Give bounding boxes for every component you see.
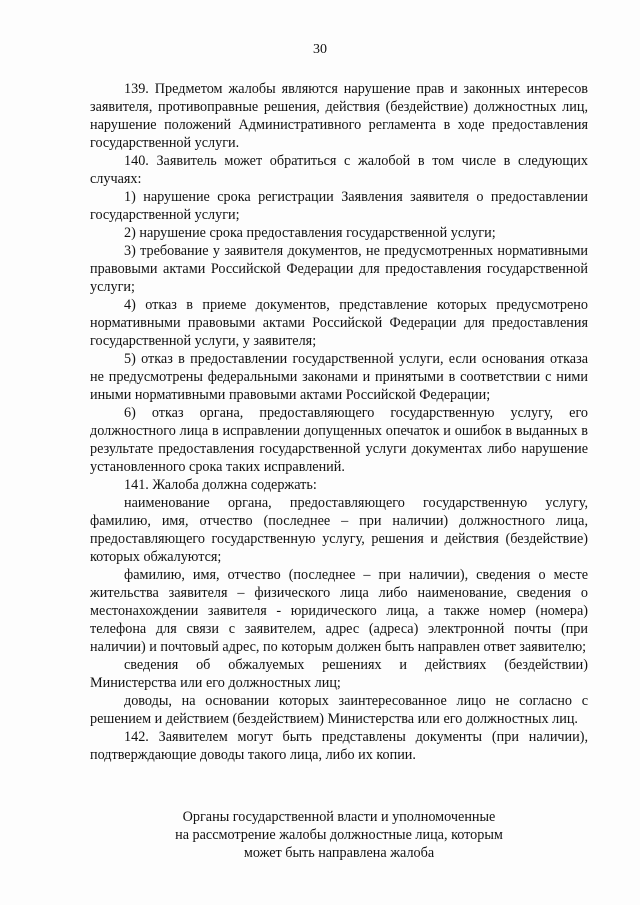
section-heading-line-2: на рассмотрение жалобы должностные лица, которым [175,827,503,843]
paragraph-141: 141. Жалоба должна содержать: [124,477,317,493]
list-item-141-4: доводы, на основании которых заинтересованное лицо не согласно с решением и действием (бездействием) Министерства или его должностных лиц. [90,693,588,727]
list-item-141-2: фамилию, имя, отчество (последнее – при наличии), сведения о месте жительства заявителя – физического лица либо наименование, сведения о местонахождении заявителя - юридического лица, а также номер (номера) телефона для связи с заявителем, адрес (адреса) электронной почты (при наличии) и почтовый адрес, по которым должен быть направлен ответ заявителю; [90,567,588,655]
list-item-140-3: 3) требование у заявителя документов, не предусмотренных нормативными правовыми актами Российской Федерации для предоставления государственной услуги; [90,243,588,295]
section-heading [90,808,588,862]
list-item-140-5: 5) отказ в предоставлении государственной услуги, если основания отказа не предусмотрены федеральными законами и принятыми в соответствии с ними иными нормативными правовыми актами Российской Федерации; [90,351,588,403]
list-item-140-4: 4) отказ в приеме документов, представление которых предусмотрено нормативными правовыми актами Российской Федерации для предоставления государственной услуги, у заявителя; [90,297,588,349]
paragraph-142: 142. Заявителем могут быть представлены документы (при наличии), подтверждающие доводы такого лица, либо их копии. [90,729,588,763]
list-item-140-1: 1) нарушение срока регистрации Заявления заявителя о предоставлении государственной услуги; [90,189,588,223]
section-heading-line-3: может быть направлена жалоба [243,845,435,861]
list-item-141-3: сведения об обжалуемых решениях и действиях (бездействии) Министерства или его должностных лиц; [90,657,588,691]
list-item-140-2: 2) нарушение срока предоставления государственной услуги; [124,225,496,241]
section-heading-line-1: Органы государственной власти и уполномоченные [182,809,496,825]
paragraph-140: 140. Заявитель может обратиться с жалобой в том числе в следующих случаях: [90,153,588,187]
list-item-141-1: наименование органа, предоставляющего государственную услугу, фамилию, имя, отчество (последнее – при наличии) должностного лица, предоставляющего государственную услугу, решения и действия (бездействие) которых обжалуются; [90,495,588,565]
page-number: 30 [313,42,327,57]
paragraph-139: 139. Предметом жалобы являются нарушение прав и законных интересов заявителя, противоправные решения, действия (бездействие) должностных лиц, нарушение положений Административного регламента в ходе предоставления государственной услуги. [90,81,588,151]
document-body [90,80,588,764]
list-item-140-6: 6) отказ органа, предоставляющего государственную услугу, его должностного лица в исправлении допущенных опечаток и ошибок в выданных в результате предоставления государственной услуги документах либо нарушение установленного срока таких исправлений. [90,405,588,475]
